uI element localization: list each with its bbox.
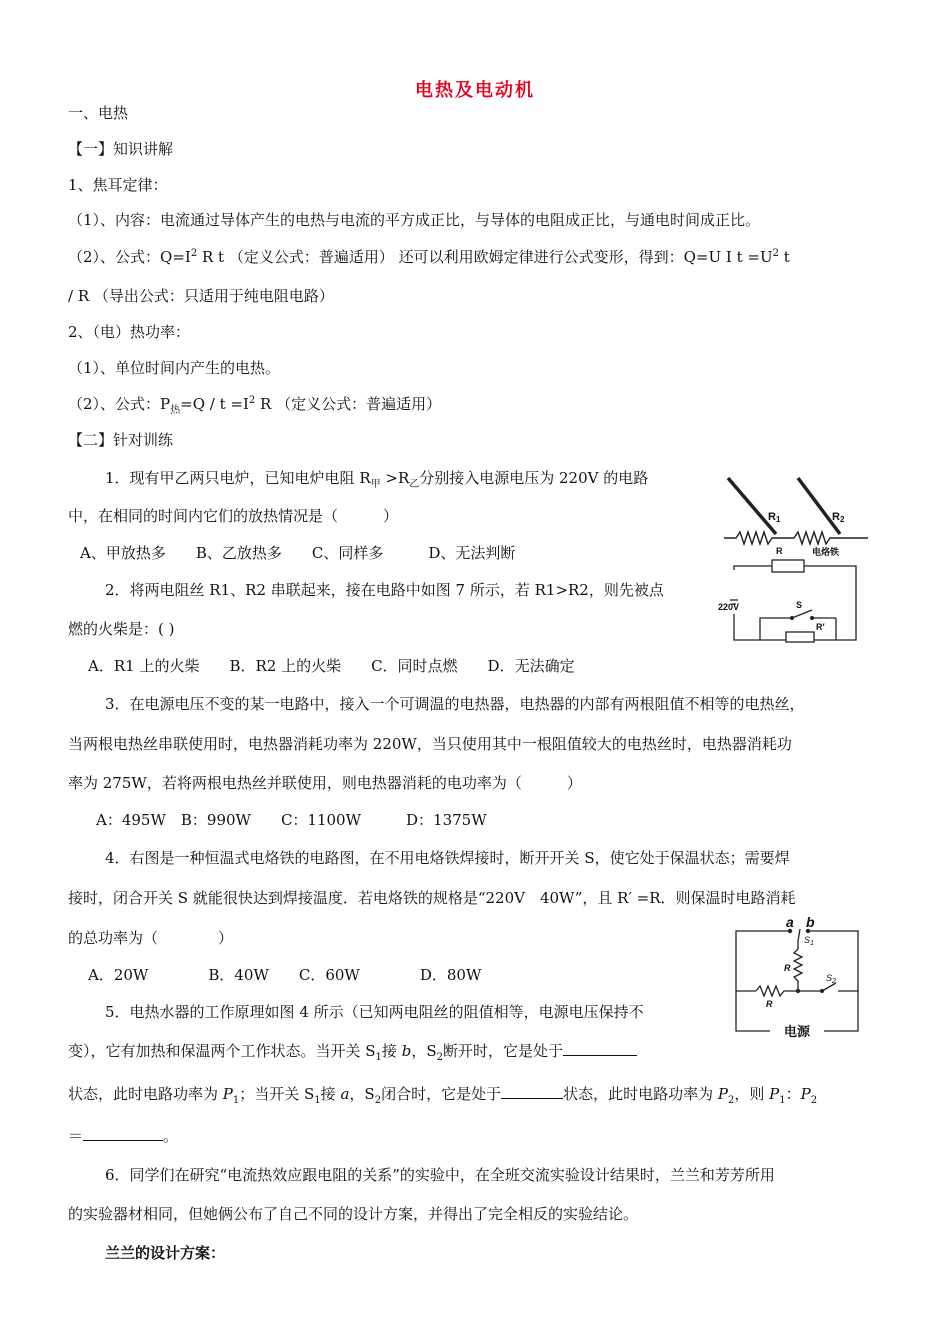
question-6-line-1: 6．同学们在研究“电流热效应跟电阻的关系”的实验中，在全班交流实验设计结果时，兰兰和芳芳所用 — [105, 1166, 775, 1184]
question-1-line-2: 中，在相同的时间内它们的放热情况是（ ） — [68, 507, 399, 525]
fig2-voltage-label: 220V — [718, 602, 740, 612]
matches-circuit-figure — [722, 470, 872, 550]
heat-power-heading: 2、（电）热功率： — [68, 323, 191, 341]
joule-law-content: （1）、内容：电流通过导体产生的电热与电流的平方成正比，与导体的电阻成正比，与通电时间成正比。 — [68, 211, 761, 229]
fig3-r-left-label: R — [766, 999, 773, 1009]
lanlan-design-heading: 兰兰的设计方案： — [105, 1244, 226, 1262]
fig2-rprime-label: R′ — [816, 622, 825, 632]
fig2-device-label: 电烙铁 — [812, 547, 840, 557]
fig3-b-label: b — [806, 915, 815, 930]
question-3-line-3: 率为 275W，若将两根电热丝并联使用，则电热器消耗的电功率为（ ） — [68, 774, 582, 792]
question-6-line-2: 的实验器材相同，但她俩公布了自己不同的设计方案，并得出了完全相反的实验结论。 — [68, 1205, 639, 1223]
fig3-r-top-label: R — [784, 963, 791, 973]
question-5-line-3: 状态，此时电路功率为 $P_1$；当开关 $S_1$接 a，$S_2$闭合时，它是处于 状态，此时电路功率为 $P_2$，则 $P_1$：$P_2$ — [68, 1085, 818, 1106]
fig1-r2-label: R2 — [832, 511, 845, 524]
fig1-r1-label: R1 — [768, 511, 781, 524]
part-heading-practice: 【二】针对训练 — [68, 431, 174, 449]
fig2-switch-label: S — [796, 600, 803, 610]
part-heading-knowledge: 【一】知识讲解 — [68, 140, 174, 158]
water-heater-circuit-figure — [728, 915, 864, 1045]
answer-blank-1 — [563, 1041, 637, 1056]
fig3-a-label: a — [786, 915, 794, 930]
question-4-options: A．20W B．40W C．60W D．80W — [88, 966, 482, 984]
question-2-options: A．R1 上的火柴 B．R2 上的火柴 C．同时点燃 D．无法确定 — [88, 657, 575, 675]
question-1-options: A、甲放热多 B、乙放热多 C、同样多 D、无法判断 — [80, 544, 516, 562]
answer-blank-3 — [83, 1126, 163, 1141]
heat-power-definition: （1）、单位时间内产生的电热。 — [68, 359, 281, 377]
joule-law-derived: / R （导出公式：只适用于纯电阻电路） — [68, 287, 334, 305]
question-5-line-1: 5．电热水器的工作原理如图 4 所示（已知两电阻丝的阻值相等，电源电压保持不 — [105, 1003, 644, 1021]
question-2-line-2: 燃的火柴是：( ) — [68, 620, 175, 638]
answer-blank-2 — [501, 1084, 563, 1099]
question-2-line-1: 2．将两电阻丝 R1、R2 串联起来，接在电路中如图 7 所示，若 R1>R2，则先被点 — [105, 581, 664, 599]
question-5-line-4: ＝ 。 — [68, 1127, 179, 1145]
heat-power-formula: （2）、公式：$P_热=Q / t =I^2$ R （定义公式：普遍适用） — [68, 395, 442, 416]
joule-law-heading: 1、焦耳定律： — [68, 176, 168, 194]
fig3-source-label: 电源 — [784, 1024, 811, 1039]
fig3-s1-label: $S_1$ — [804, 935, 814, 947]
question-3-line-1: 3．在电源电压不变的某一电路中，接入一个可调温的电热器，电热器的内部有两根阻值不相等的电热丝， — [105, 695, 805, 713]
question-4-line-2: 接时，闭合开关 S 就能很快达到焊接温度．若电烙铁的规格是“220V 40W”，且 R′ =R．则保温时电路消耗 — [68, 889, 796, 907]
question-5-line-2: 变），它有加热和保温两个工作状态。当开关 $S_1$接 b，$S_2$断开时，它是处于 — [68, 1041, 637, 1061]
question-3-options: A：495W B：990W C：1100W D：1375W — [96, 811, 487, 829]
question-1-line-1: 1．现有甲乙两只电炉，已知电炉电阻 $R_甲 >R_乙$分别接入电源电压为 220V 的电路 — [105, 469, 649, 490]
fig3-s2-label: $S_2$ — [826, 973, 836, 985]
soldering-iron-circuit-figure — [716, 544, 864, 644]
joule-law-formula: （2）、公式：$Q=I^2$ R t （定义公式：普遍适用） 还可以利用欧姆定律进行公式变形，得到：Q=U I $t =U^2$ t — [68, 248, 790, 266]
question-3-line-2: 当两根电热丝串联使用时，电热器消耗功率为 220W，当只使用其中一根阻值较大的电热丝时，电热器消耗功 — [68, 735, 792, 753]
page-title: 电热及电动机 — [415, 80, 535, 101]
section-heading: 一、电热 — [68, 104, 129, 122]
question-4-line-1: 4．右图是一种恒温式电烙铁的电路图，在不用电烙铁焊接时，断开开关 S，使它处于保温状态；需要焊 — [105, 849, 790, 867]
fig2-r-label: R — [776, 546, 783, 556]
question-4-line-3: 的总功率为（ ） — [68, 929, 234, 947]
